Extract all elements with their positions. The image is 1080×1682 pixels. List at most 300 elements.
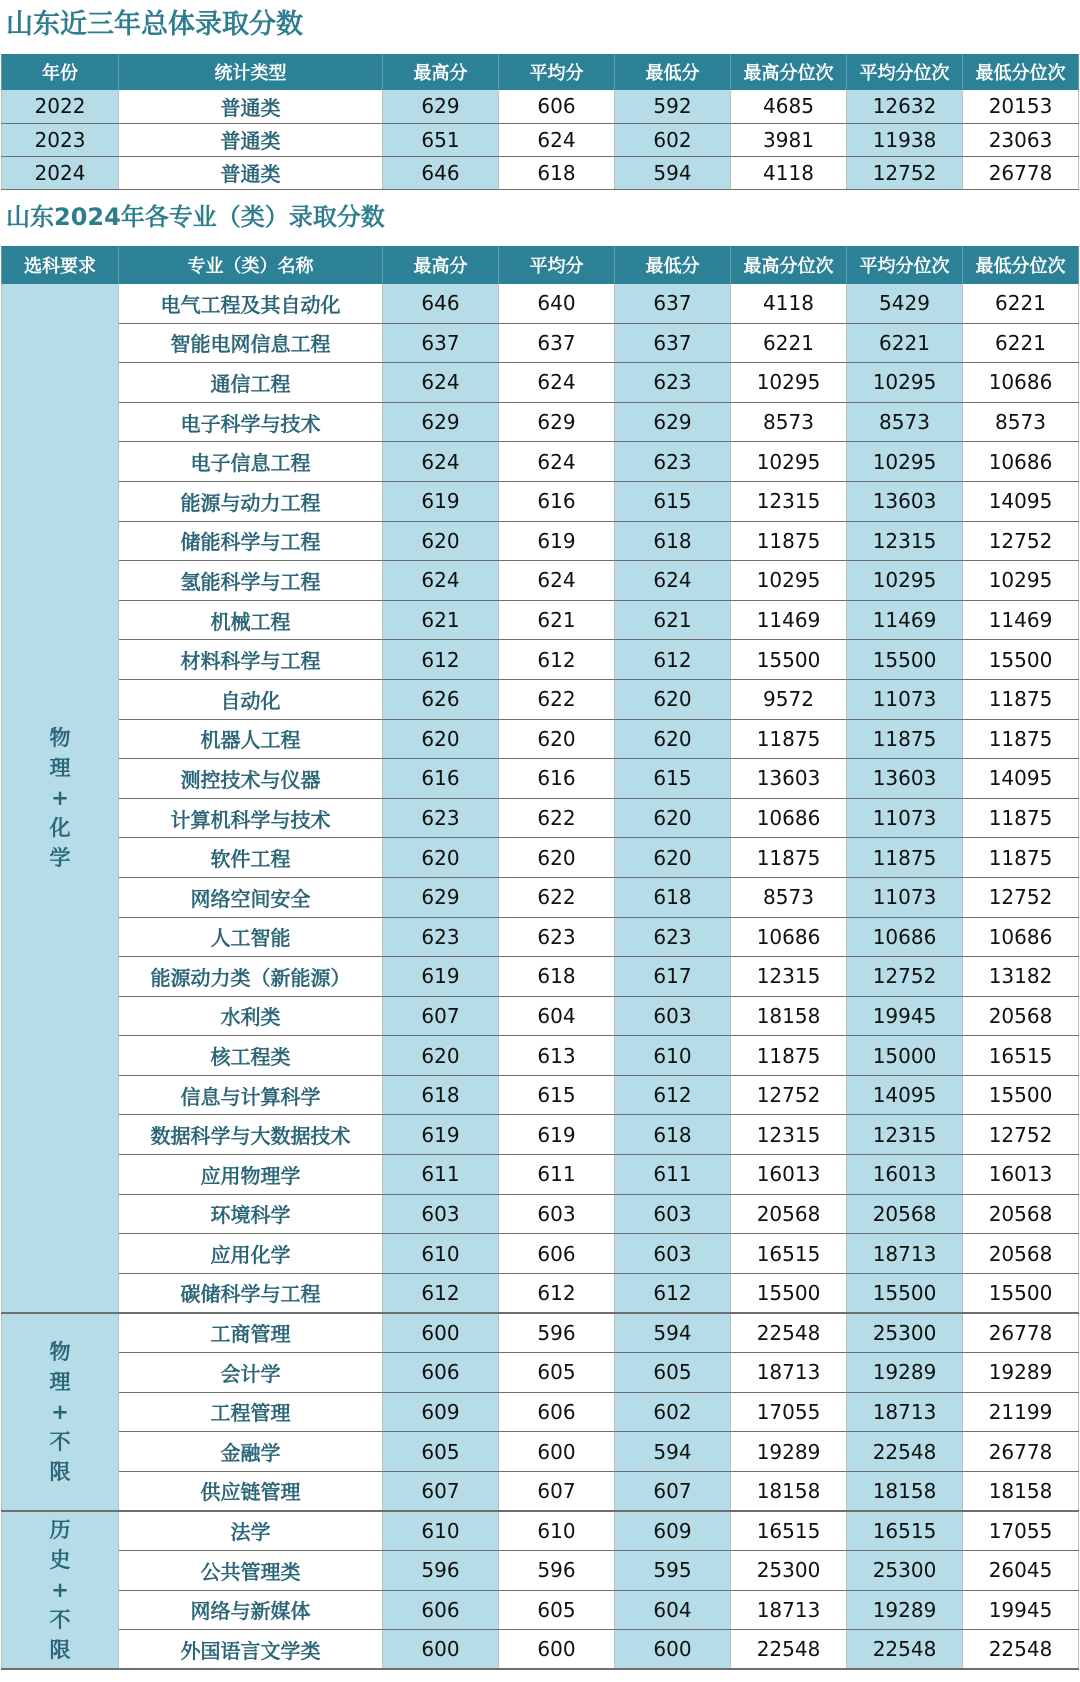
avg-score-cell: 606 [499,1234,615,1274]
min-score-cell: 605 [615,1353,731,1393]
avg-rank-cell: 10686 [847,917,963,957]
min-score-cell: 637 [615,323,731,363]
max-rank-cell: 4685 [731,90,847,123]
min-score-cell: 618 [615,521,731,561]
major-name-cell: 计算机科学与技术 [119,798,383,838]
major-name-cell: 外国语言文学类 [119,1630,383,1670]
avg-rank-cell: 12752 [847,957,963,997]
table-row [2,561,1079,601]
avg-rank-cell: 16013 [847,1155,963,1195]
avg-score-cell: 637 [499,323,615,363]
avg-score-cell: 596 [499,1551,615,1591]
min-rank-cell: 8573 [963,402,1079,442]
column-header: 最低分位次 [963,54,1079,90]
avg-score-cell: 612 [499,640,615,680]
max-rank-cell: 10686 [731,917,847,957]
table-row [2,1471,1079,1511]
min-rank-cell: 6221 [963,323,1079,363]
avg-rank-cell: 18158 [847,1471,963,1511]
max-rank-cell: 22548 [731,1630,847,1670]
max-score-cell: 626 [383,679,499,719]
major-name-cell: 公共管理类 [119,1551,383,1591]
table-row [2,1511,1079,1551]
max-score-cell: 620 [383,521,499,561]
max-rank-cell: 15500 [731,640,847,680]
table-row [2,156,1079,189]
major-name-cell: 储能科学与工程 [119,521,383,561]
max-score-cell: 611 [383,1155,499,1195]
requirement-char: 理 [49,1369,71,1394]
column-header: 平均分 [499,246,615,284]
min-score-cell: 611 [615,1155,731,1195]
category-cell: 普通类 [119,123,383,156]
major-name-cell: 氢能科学与工程 [119,561,383,601]
major-name-cell: 金融学 [119,1432,383,1472]
max-rank-cell: 18713 [731,1353,847,1393]
max-rank-cell: 12752 [731,1075,847,1115]
min-score-cell: 592 [615,90,731,123]
major-name-cell: 自动化 [119,679,383,719]
column-header: 统计类型 [119,54,383,90]
table-row [2,284,1079,324]
table-row [2,957,1079,997]
major-name-cell: 机械工程 [119,600,383,640]
min-rank-cell: 10686 [963,917,1079,957]
min-score-cell: 600 [615,1630,731,1670]
avg-rank-cell: 19289 [847,1353,963,1393]
requirement-char: 不 [49,1608,71,1633]
max-rank-cell: 4118 [731,284,847,324]
major-name-cell: 法学 [119,1511,383,1551]
subject-requirement-cell [2,1313,119,1511]
max-score-cell: 607 [383,1471,499,1511]
requirement-char: 不 [49,1429,71,1454]
min-score-cell: 623 [615,363,731,403]
table-row [2,679,1079,719]
major-name-cell: 能源动力类（新能源） [119,957,383,997]
min-rank-cell: 10686 [963,363,1079,403]
table-row [2,1630,1079,1670]
max-rank-cell: 19289 [731,1432,847,1472]
min-score-cell: 603 [615,1234,731,1274]
min-rank-cell: 11875 [963,719,1079,759]
column-header: 平均分位次 [847,54,963,90]
section-title-overall: 山东近三年总体录取分数 [6,9,303,40]
major-name-cell: 环境科学 [119,1194,383,1234]
avg-score-cell: 612 [499,1273,615,1313]
column-header: 平均分位次 [847,246,963,284]
max-score-cell: 637 [383,323,499,363]
min-rank-cell: 20568 [963,996,1079,1036]
min-rank-cell: 11875 [963,679,1079,719]
requirement-char: 化 [49,815,71,840]
min-score-cell: 612 [615,1075,731,1115]
major-name-cell: 智能电网信息工程 [119,323,383,363]
column-header: 平均分 [499,54,615,90]
table-row [2,442,1079,482]
min-score-cell: 623 [615,442,731,482]
table-row [2,521,1079,561]
table-row [2,1075,1079,1115]
table-row [2,838,1079,878]
table-row [2,1234,1079,1274]
requirement-char: 限 [49,1638,71,1663]
min-score-cell: 624 [615,561,731,601]
max-score-cell: 596 [383,1551,499,1591]
avg-rank-cell: 11875 [847,719,963,759]
avg-score-cell: 613 [499,1036,615,1076]
max-score-cell: 607 [383,996,499,1036]
max-rank-cell: 12315 [731,481,847,521]
table-row [2,600,1079,640]
major-name-cell: 核工程类 [119,1036,383,1076]
max-score-cell: 619 [383,481,499,521]
max-score-cell: 612 [383,640,499,680]
max-score-cell: 610 [383,1234,499,1274]
major-name-cell: 数据科学与大数据技术 [119,1115,383,1155]
column-header: 最低分 [615,54,731,90]
avg-rank-cell: 11938 [847,123,963,156]
max-score-cell: 624 [383,363,499,403]
min-rank-cell: 10686 [963,442,1079,482]
avg-score-cell: 624 [499,442,615,482]
avg-rank-cell: 11073 [847,679,963,719]
max-rank-cell: 11469 [731,600,847,640]
min-rank-cell: 12752 [963,521,1079,561]
min-score-cell: 603 [615,1194,731,1234]
avg-score-cell: 610 [499,1511,615,1551]
column-header: 专业（类）名称 [119,246,383,284]
max-score-cell: 646 [383,156,499,189]
column-header: 年份 [2,54,119,90]
max-score-cell: 629 [383,877,499,917]
major-name-cell: 会计学 [119,1353,383,1393]
requirement-char: 理 [49,755,71,780]
avg-score-cell: 624 [499,123,615,156]
max-score-cell: 629 [383,90,499,123]
min-score-cell: 603 [615,996,731,1036]
avg-score-cell: 604 [499,996,615,1036]
min-rank-cell: 16515 [963,1036,1079,1076]
min-score-cell: 602 [615,1392,731,1432]
min-rank-cell: 6221 [963,284,1079,324]
avg-rank-cell: 19289 [847,1590,963,1630]
min-score-cell: 637 [615,284,731,324]
min-score-cell: 620 [615,719,731,759]
avg-rank-cell: 15000 [847,1036,963,1076]
min-score-cell: 617 [615,957,731,997]
avg-rank-cell: 12752 [847,156,963,189]
min-rank-cell: 16013 [963,1155,1079,1195]
major-name-cell: 供应链管理 [119,1471,383,1511]
avg-score-cell: 605 [499,1590,615,1630]
max-score-cell: 651 [383,123,499,156]
avg-rank-cell: 6221 [847,323,963,363]
min-rank-cell: 11875 [963,798,1079,838]
table-row [2,1353,1079,1393]
avg-score-cell: 620 [499,719,615,759]
avg-score-cell: 640 [499,284,615,324]
avg-rank-cell: 15500 [847,1273,963,1313]
max-score-cell: 606 [383,1590,499,1630]
min-rank-cell: 21199 [963,1392,1079,1432]
avg-score-cell: 619 [499,521,615,561]
avg-score-cell: 603 [499,1194,615,1234]
table-header-row [2,246,1079,284]
category-cell: 普通类 [119,156,383,189]
max-rank-cell: 16515 [731,1511,847,1551]
requirement-char: 物 [49,1339,71,1364]
avg-rank-cell: 11073 [847,877,963,917]
column-header: 最高分位次 [731,54,847,90]
max-score-cell: 623 [383,798,499,838]
avg-score-cell: 624 [499,363,615,403]
max-score-cell: 600 [383,1630,499,1670]
major-name-cell: 应用化学 [119,1234,383,1274]
min-score-cell: 595 [615,1551,731,1591]
min-score-cell: 594 [615,156,731,189]
min-rank-cell: 15500 [963,1273,1079,1313]
table-row [2,1194,1079,1234]
requirement-char: + [51,1399,69,1424]
max-score-cell: 624 [383,561,499,601]
max-score-cell: 603 [383,1194,499,1234]
avg-rank-cell: 12315 [847,1115,963,1155]
min-rank-cell: 15500 [963,1075,1079,1115]
subject-requirement-cell [2,284,119,1313]
avg-rank-cell: 12632 [847,90,963,123]
min-score-cell: 604 [615,1590,731,1630]
table-row [2,90,1079,123]
min-score-cell: 620 [615,838,731,878]
avg-score-cell: 611 [499,1155,615,1195]
max-score-cell: 600 [383,1313,499,1353]
avg-rank-cell: 8573 [847,402,963,442]
max-score-cell: 609 [383,1392,499,1432]
avg-rank-cell: 11469 [847,600,963,640]
avg-rank-cell: 18713 [847,1234,963,1274]
category-cell: 普通类 [119,90,383,123]
max-rank-cell: 16515 [731,1234,847,1274]
max-rank-cell: 13603 [731,759,847,799]
max-rank-cell: 10295 [731,442,847,482]
avg-score-cell: 622 [499,679,615,719]
max-score-cell: 606 [383,1353,499,1393]
avg-score-cell: 629 [499,402,615,442]
column-header: 最高分 [383,246,499,284]
avg-rank-cell: 16515 [847,1511,963,1551]
max-rank-cell: 6221 [731,323,847,363]
requirement-char: 历 [49,1518,71,1543]
avg-rank-cell: 5429 [847,284,963,324]
max-rank-cell: 10295 [731,561,847,601]
min-score-cell: 594 [615,1432,731,1472]
requirement-char: + [51,785,69,810]
min-score-cell: 609 [615,1511,731,1551]
column-header: 最高分 [383,54,499,90]
min-rank-cell: 13182 [963,957,1079,997]
major-name-cell: 应用物理学 [119,1155,383,1195]
avg-score-cell: 596 [499,1313,615,1353]
max-rank-cell: 16013 [731,1155,847,1195]
table-row [2,719,1079,759]
avg-score-cell: 622 [499,877,615,917]
avg-rank-cell: 19945 [847,996,963,1036]
table-row [2,1036,1079,1076]
min-rank-cell: 12752 [963,877,1079,917]
min-rank-cell: 11469 [963,600,1079,640]
max-rank-cell: 8573 [731,402,847,442]
min-rank-cell: 19289 [963,1353,1079,1393]
min-rank-cell: 19945 [963,1590,1079,1630]
min-score-cell: 621 [615,600,731,640]
major-name-cell: 信息与计算科学 [119,1075,383,1115]
min-score-cell: 610 [615,1036,731,1076]
table-row [2,917,1079,957]
avg-rank-cell: 13603 [847,481,963,521]
section-title-majors: 山东2024年各专业（类）录取分数 [6,202,385,231]
avg-score-cell: 600 [499,1432,615,1472]
min-rank-cell: 20568 [963,1234,1079,1274]
min-score-cell: 615 [615,481,731,521]
table-row [2,759,1079,799]
major-name-cell: 通信工程 [119,363,383,403]
max-score-cell: 619 [383,957,499,997]
max-rank-cell: 17055 [731,1392,847,1432]
major-name-cell: 测控技术与仪器 [119,759,383,799]
max-score-cell: 610 [383,1511,499,1551]
table-row [2,1273,1079,1313]
max-score-cell: 620 [383,719,499,759]
major-name-cell: 机器人工程 [119,719,383,759]
avg-rank-cell: 15500 [847,640,963,680]
avg-score-cell: 618 [499,156,615,189]
min-score-cell: 594 [615,1313,731,1353]
min-rank-cell: 23063 [963,123,1079,156]
requirement-char: 学 [49,845,71,870]
major-name-cell: 水利类 [119,996,383,1036]
table-row [2,363,1079,403]
major-name-cell: 电子科学与技术 [119,402,383,442]
min-score-cell: 618 [615,1115,731,1155]
avg-rank-cell: 22548 [847,1630,963,1670]
requirement-char: 物 [49,725,71,750]
avg-score-cell: 615 [499,1075,615,1115]
max-rank-cell: 15500 [731,1273,847,1313]
major-scores-table [1,246,1079,1671]
max-score-cell: 620 [383,1036,499,1076]
min-rank-cell: 22548 [963,1630,1079,1670]
table-row [2,640,1079,680]
max-score-cell: 623 [383,917,499,957]
avg-score-cell: 600 [499,1630,615,1670]
table-row [2,1313,1079,1353]
table-row [2,123,1079,156]
avg-rank-cell: 10295 [847,561,963,601]
avg-score-cell: 620 [499,838,615,878]
min-score-cell: 615 [615,759,731,799]
max-rank-cell: 20568 [731,1194,847,1234]
year-cell: 2024 [2,156,119,189]
avg-rank-cell: 20568 [847,1194,963,1234]
min-rank-cell: 26778 [963,1313,1079,1353]
major-name-cell: 电子信息工程 [119,442,383,482]
avg-score-cell: 619 [499,1115,615,1155]
max-rank-cell: 18158 [731,996,847,1036]
max-score-cell: 605 [383,1432,499,1472]
max-score-cell: 624 [383,442,499,482]
min-score-cell: 612 [615,640,731,680]
min-rank-cell: 26045 [963,1551,1079,1591]
max-score-cell: 619 [383,1115,499,1155]
avg-score-cell: 606 [499,90,615,123]
max-rank-cell: 25300 [731,1551,847,1591]
max-rank-cell: 11875 [731,838,847,878]
avg-score-cell: 621 [499,600,615,640]
max-rank-cell: 11875 [731,521,847,561]
min-rank-cell: 20568 [963,1194,1079,1234]
table-header-row [2,54,1079,90]
avg-score-cell: 618 [499,957,615,997]
avg-rank-cell: 14095 [847,1075,963,1115]
max-rank-cell: 18713 [731,1590,847,1630]
max-rank-cell: 18158 [731,1471,847,1511]
table-row [2,481,1079,521]
max-rank-cell: 12315 [731,1115,847,1155]
max-rank-cell: 11875 [731,1036,847,1076]
min-score-cell: 629 [615,402,731,442]
subject-requirement-cell [2,1511,119,1669]
major-name-cell: 能源与动力工程 [119,481,383,521]
min-score-cell: 618 [615,877,731,917]
table-row [2,1392,1079,1432]
min-score-cell: 607 [615,1471,731,1511]
avg-rank-cell: 11875 [847,838,963,878]
major-name-cell: 碳储科学与工程 [119,1273,383,1313]
year-cell: 2023 [2,123,119,156]
max-rank-cell: 8573 [731,877,847,917]
max-rank-cell: 4118 [731,156,847,189]
min-score-cell: 602 [615,123,731,156]
table-row [2,798,1079,838]
major-name-cell: 工程管理 [119,1392,383,1432]
table-row [2,1432,1079,1472]
max-score-cell: 646 [383,284,499,324]
column-header: 最低分 [615,246,731,284]
avg-score-cell: 616 [499,759,615,799]
min-rank-cell: 26778 [963,1432,1079,1472]
column-header: 最低分位次 [963,246,1079,284]
avg-rank-cell: 10295 [847,363,963,403]
max-rank-cell: 12315 [731,957,847,997]
min-score-cell: 612 [615,1273,731,1313]
column-header: 选科要求 [2,246,119,284]
min-rank-cell: 14095 [963,481,1079,521]
major-name-cell: 材料科学与工程 [119,640,383,680]
table-row [2,877,1079,917]
major-name-cell: 软件工程 [119,838,383,878]
avg-rank-cell: 25300 [847,1313,963,1353]
max-rank-cell: 10686 [731,798,847,838]
table-row [2,402,1079,442]
min-rank-cell: 26778 [963,156,1079,189]
major-name-cell: 电气工程及其自动化 [119,284,383,324]
min-score-cell: 620 [615,679,731,719]
min-rank-cell: 18158 [963,1471,1079,1511]
overall-scores-table [1,54,1079,190]
avg-rank-cell: 25300 [847,1551,963,1591]
avg-rank-cell: 10295 [847,442,963,482]
